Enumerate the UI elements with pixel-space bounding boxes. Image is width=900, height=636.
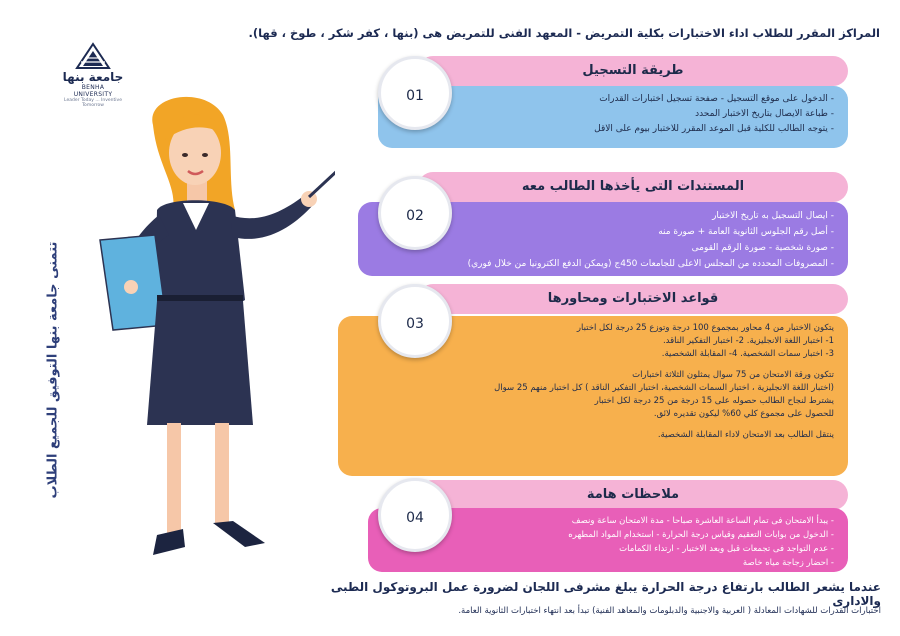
logo-emblem-icon	[73, 42, 113, 70]
section-title: ملاحظات هامة	[418, 480, 848, 510]
logo-english-name: BENHA UNIVERSITY	[73, 84, 113, 98]
list-item: - ايصال التسجيل به تاريخ الاختبار	[712, 211, 834, 221]
step-number-badge: 01	[378, 56, 452, 130]
list-item: - أصل رقم الجلوس الثانوية العامة + صورة منه	[658, 227, 834, 237]
footer-note: اختبارات القدرات للشهادات المعادلة ( العربية والاجنبية والدبلومات والمعاهد الفنية) تبدأ بعد انتهاء اختبارات الثانوية العامة.	[458, 606, 881, 616]
list-item: 1- اختبار اللغة الانجليزية. 2- اختبار التفكير الناقد.	[662, 336, 834, 346]
list-item: - الدخول من بوابات التعقيم وقياس درجة الحرارة - استخدام المواد المطهره	[568, 530, 834, 540]
list-item: - طباعة الايصال بتاريخ الاختبار المحدد	[695, 109, 834, 119]
section-documents	[338, 168, 858, 276]
section-title: المستندات التى يأخذها الطالب معه	[418, 172, 848, 202]
list-item: للحصول على مجموع كلي 60% ليكون تقديره لائق.	[653, 409, 834, 419]
list-item: - المصروفات المحدده من المجلس الاعلى للجامعات 450ج (ويمكن الدفع الكترونيا من خلال فوري)	[467, 259, 834, 269]
page-title: المراكز المقرر للطلاب اداء الاختبارات بكلية التمريض - المعهد الفنى للتمريض هى (بنها ، كفر شكر ، طوخ ، قها).	[248, 26, 880, 40]
list-item: - الدخول على موقع التسجيل - صفحة تسجيل اختبارات القدرات	[599, 94, 834, 104]
logo-tagline: Leader Today ... Inventive Tomorrow	[64, 98, 122, 108]
section-registration	[338, 52, 858, 162]
list-item: - يتوجه الطالب للكلية قبل الموعد المقرر للاختبار بيوم على الاقل	[594, 124, 834, 134]
teacher-illustration	[95, 85, 335, 575]
list-item: 3- اختبار سمات الشخصية. 4- المقابلة الشخصية.	[661, 349, 834, 359]
list-item: يشترط لنجاح الطالب حصوله على 15 درجة من 25 درجة لكل اختبار	[594, 396, 834, 406]
list-item: تتكون ورقة الامتحان من 75 سوال يمثلون الثلاثة اختبارات	[632, 370, 834, 380]
list-item: (اختبار اللغة الانجليزية ، اختبار السمات الشخصية، اختبار التفكير الناقد ) كل اختبار منهم 25 سوال	[494, 383, 834, 393]
step-number-badge: 03	[378, 284, 452, 358]
list-item: - يبدأ الامتحان فى تمام الساعة العاشرة صباحا - مدة الامتحان ساعة ونصف	[571, 516, 834, 526]
footer-warning: عندما يشعر الطالب بارتفاع درجة الحرارة يبلغ مشرفى اللجان لضرورة عمل البروتوكول الطبى والادارى	[330, 580, 881, 608]
step-number-badge: 02	[378, 176, 452, 250]
list-item: - احضار زجاجة مياه خاصة	[742, 558, 834, 568]
spacer	[350, 361, 834, 369]
list-item: ينتقل الطالب بعد الامتحان لاداء المقابلة الشخصية.	[657, 430, 834, 440]
list-item: - عدم التواجد فى تجمعات قبل وبعد الاختبار - ارتداء الكمامات	[619, 544, 834, 554]
list-item: يتكون الاختبار من 4 محاور بمجموع 100 درجة وتوزع 25 درجة لكل اختبار	[576, 323, 834, 333]
section-notes	[338, 478, 858, 574]
section-title: قواعد الاختبارات ومحاورها	[418, 284, 848, 314]
step-number-badge: 04	[378, 478, 452, 552]
logo-arabic-name: جامعة بنها	[62, 70, 124, 84]
spacer	[350, 421, 834, 429]
section-title: طريقة التسجيل	[418, 56, 848, 86]
side-wish-text	[18, 205, 88, 535]
list-item: - صورة شخصية - صورة الرقم القومى	[691, 243, 834, 253]
side-wish-label: تتمنى جامعة بنها التوفيق للجميع الطلاب	[45, 241, 61, 499]
section-exam-rules	[338, 282, 858, 478]
